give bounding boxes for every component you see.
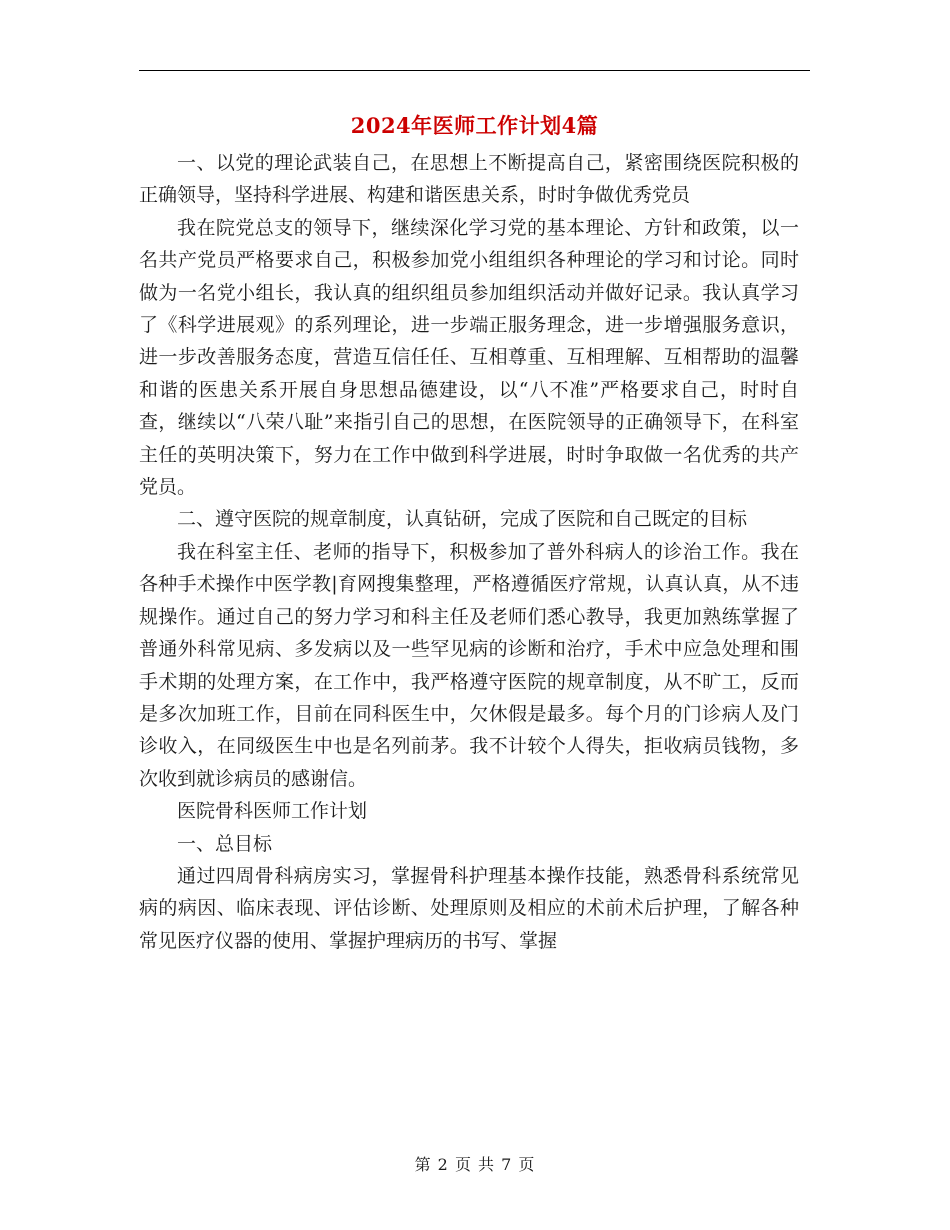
paragraph-section-1-body: 我在院党总支的领导下，继续深化学习党的基本理论、方针和政策，以一名共产党员严格要求自己，积极参加党小组组织各种理论的学习和讨论。同时做为一名党小组长，我认真的组织组员参加组织活动并做好记录。我认真学习了《科学进展观》的系列理论，进一步端正服务理念，进一步增强服务意识，进一步改善服务态度，营造互信任任、互相尊重、互相理解、互相帮助的温馨和谐的医患关系开展自身思想品德建设，以“八不准”严格要求自己，时时自查，继续以“八荣八耻”来指引自己的思想，在医院领导的正确领导下，在科室主任的英明决策下，努力在工作中做到科学进展，时时争取做一名优秀的共产党员。	[139, 216, 799, 499]
subsection-title: 医院骨科医师工作计划	[177, 800, 368, 823]
page-number-footer: 第 2 页 共 7 页	[414, 1155, 536, 1174]
paragraph-section-2-body: 我在科室主任、老师的指导下，积极参加了普外科病人的诊治工作。我在各种手术操作中医学教|育网搜集整理，严格遵循医疗常规，认真认真，从不违规操作。通过自己的努力学习和科主任及老师们悉心教导，我更加熟练掌握了普通外科常见病、多发病以及一些罕见病的诊断和治疗，手术中应急处理和围手术期的处理方案，在工作中，我严格遵守医院的规章制度，从不旷工，反而是多次加班工作，目前在同科医生中，欠休假是最多。每个月的门诊病人及门诊收入，在同级医生中也是名列前茅。我不计较个人得失，拒收病员钱物，多次收到就诊病员的感谢信。	[139, 540, 799, 790]
paragraph-section-1-heading: 一、以党的理论武装自己，在思想上不断提高自己，紧密围绕医院积极的正确领导，坚持科学进展、构建和谐医患关系，时时争做优秀党员	[139, 152, 799, 207]
document-title: 2024年医师工作计划4篇	[350, 113, 599, 138]
subsection-heading: 一、总目标	[177, 832, 273, 855]
document-body	[139, 147, 799, 957]
paragraph-subsection-body: 通过四周骨科病房实习，掌握骨科护理基本操作技能，熟悉骨科系统常见病的病因、临床表现、评估诊断、处理原则及相应的术前术后护理，了解各种常见医疗仪器的使用、掌握护理病历的书写、掌握	[139, 864, 799, 952]
paragraph-section-2-heading: 二、遵守医院的规章制度，认真钻研，完成了医院和自己既定的目标	[177, 508, 748, 531]
header-rule	[139, 70, 810, 71]
